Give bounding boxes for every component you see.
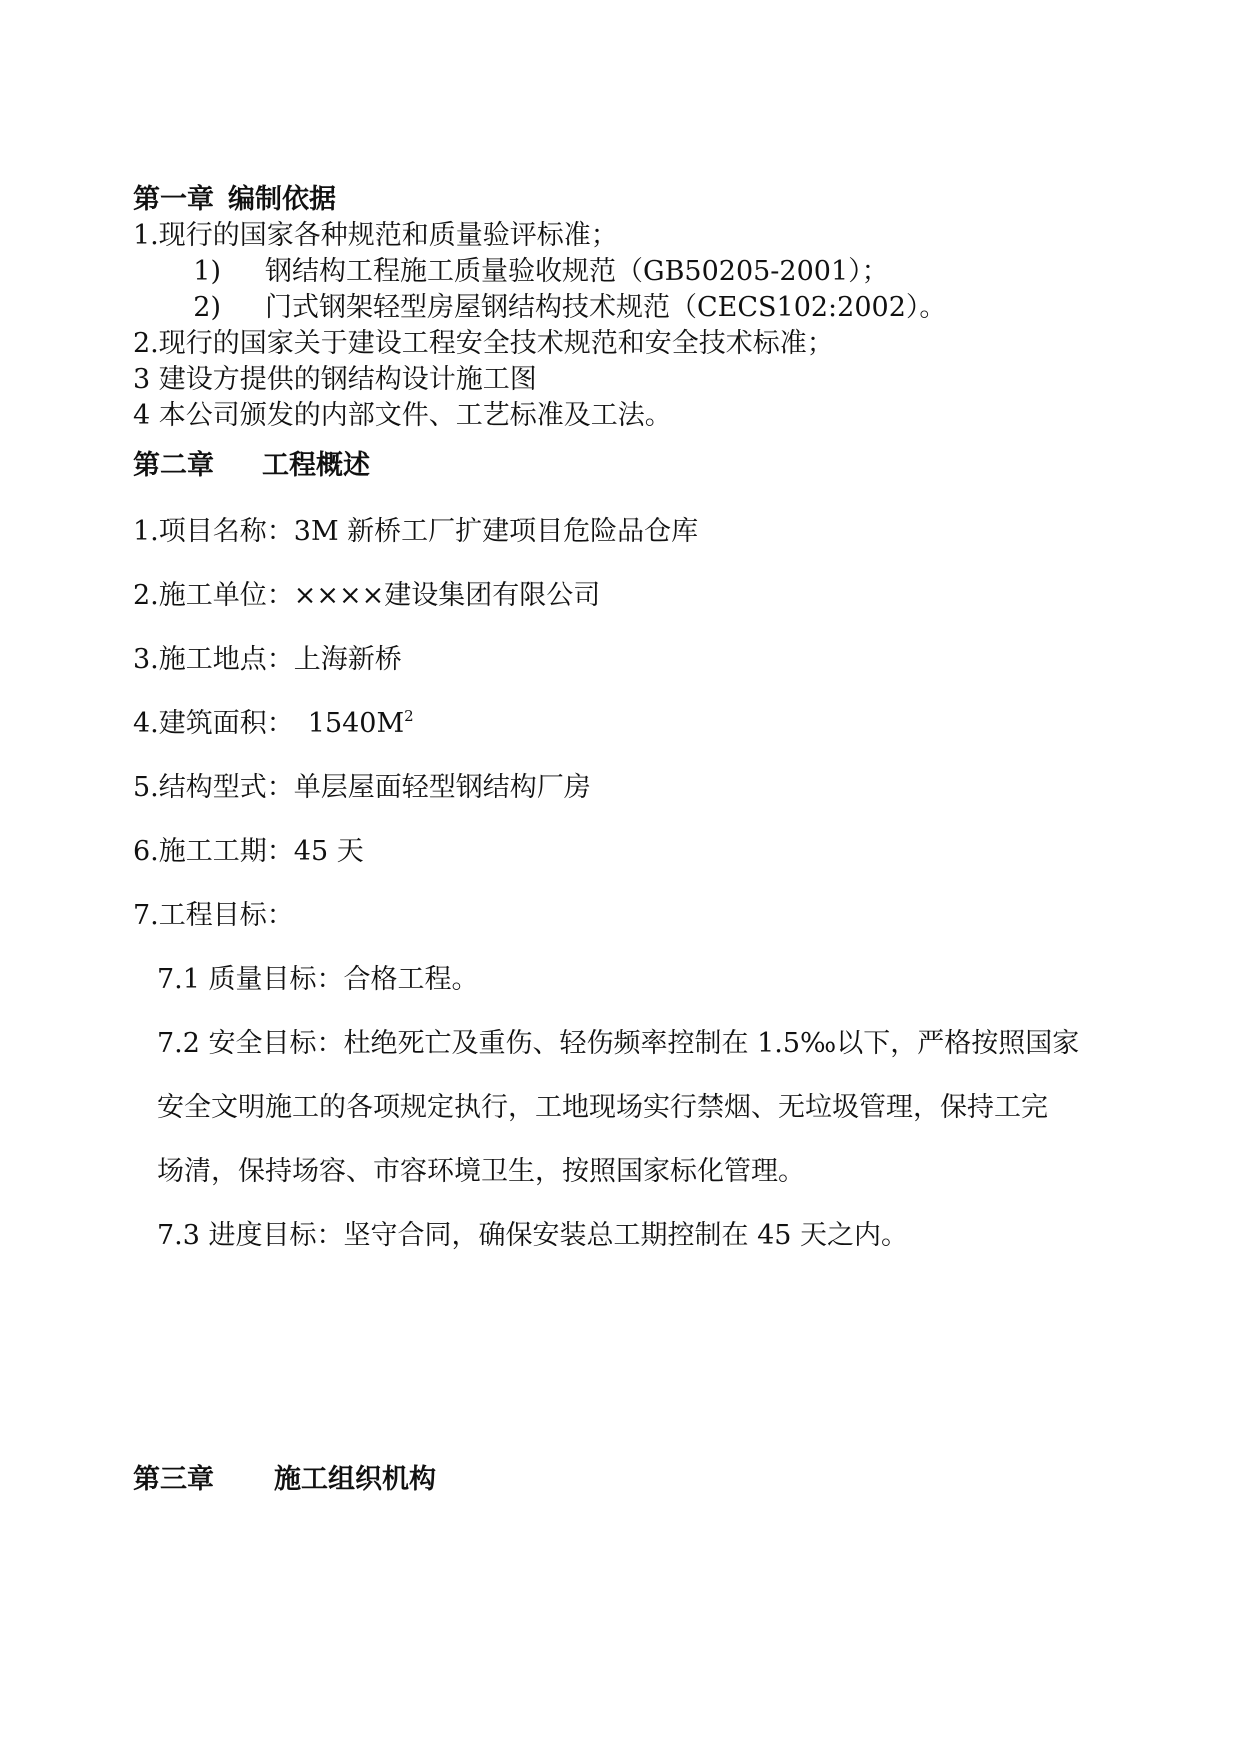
chapter1-item1: 1.现行的国家各种规范和质量验评标准；: [133, 220, 618, 251]
chapter2-item7-2-line1: 7.2 安全目标：杜绝死亡及重伤、轻伤频率控制在 1.5‰以下，严格按照国家: [157, 1028, 1080, 1059]
subitem2-text: 门式钢架轻型房屋钢结构技术规范（CECS102:2002）。: [265, 292, 947, 323]
item4-value: 1540M: [307, 708, 405, 739]
item4-superscript: 2: [404, 707, 414, 725]
chapter2-heading: [133, 448, 370, 484]
chapter1-subitem1: [133, 254, 889, 290]
chapter1-subitem2: [133, 290, 946, 326]
chapter2-item6: 6.施工工期：45 天: [133, 836, 364, 867]
chapter2-subtitle: 工程概述: [262, 450, 370, 481]
chapter1-heading: [133, 182, 336, 218]
chapter3-title: 第三章: [133, 1464, 214, 1495]
subitem1-number: 1): [193, 256, 221, 287]
chapter2-item5: 5.结构型式：单层屋面轻型钢结构厂房: [133, 772, 591, 803]
chapter2-item3: 3.施工地点：上海新桥: [133, 644, 402, 675]
subitem1-text: 钢结构工程施工质量验收规范（GB50205-2001）；: [265, 256, 889, 287]
chapter1-item3: 3 建设方提供的钢结构设计施工图: [133, 364, 537, 395]
chapter1-item2: 2.现行的国家关于建设工程安全技术规范和安全技术标准；: [133, 328, 834, 359]
chapter1-subtitle: 编制依据: [228, 184, 336, 215]
chapter2-item7-1: 7.1 质量目标：合格工程。: [157, 964, 479, 995]
chapter2-item7-2-line2: 安全文明施工的各项规定执行，工地现场实行禁烟、无垃圾管理，保持工完: [157, 1092, 1048, 1123]
chapter2-title: 第二章: [133, 450, 214, 481]
subitem2-number: 2): [193, 292, 221, 323]
chapter1-item4: 4 本公司颁发的内部文件、工艺标准及工法。: [133, 400, 672, 431]
chapter2-item7: 7.工程目标：: [133, 900, 294, 931]
chapter1-title: 第一章: [133, 184, 214, 215]
chapter2-item7-2-line3: 场清，保持场容、市容环境卫生，按照国家标化管理。: [157, 1156, 805, 1187]
chapter3-subtitle: 施工组织机构: [274, 1464, 436, 1495]
chapter2-item4: [133, 706, 414, 742]
chapter2-item7-3: 7.3 进度目标：坚守合同，确保安装总工期控制在 45 天之内。: [157, 1220, 909, 1251]
item4-label: 4.建筑面积：: [133, 708, 294, 739]
chapter3-heading: [133, 1462, 436, 1498]
chapter2-item1: 1.项目名称：3M 新桥工厂扩建项目危险品仓库: [133, 516, 699, 547]
chapter2-item2: 2.施工单位：××××建设集团有限公司: [133, 580, 601, 611]
